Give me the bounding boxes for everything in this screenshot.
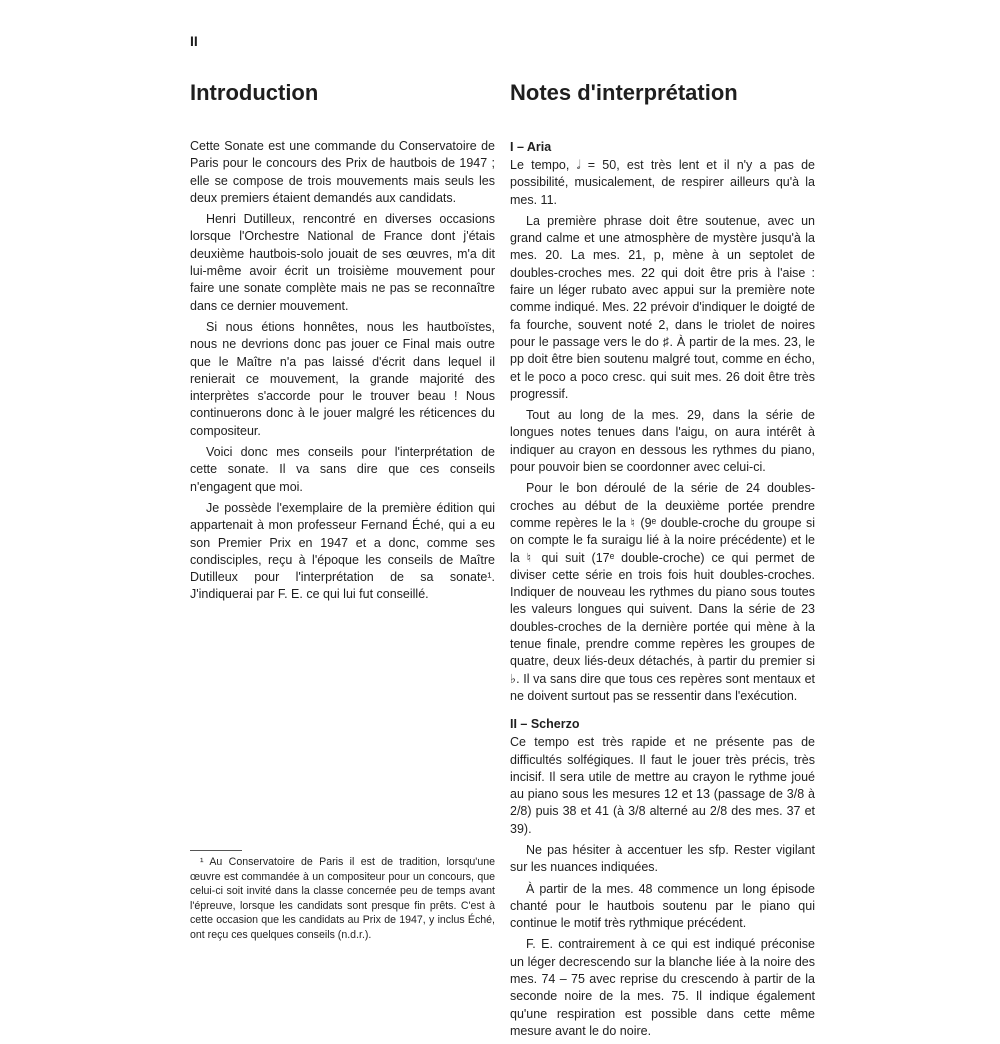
footnote	[190, 855, 495, 942]
intro-paragraph: Si nous étions honnêtes, nous les hautboïstes, nous ne devrions donc pas jouer ce Final mais outre que le Maître n'a pas laissé d'écrit dans lequel il renierait ce mouvement, la grande majorité des interprètes s'accorde pour le trouver beau ! Nous continuerons donc à le jouer malgré les réticences du compositeur.	[190, 319, 495, 438]
section-heading-scherzo: II – Scherzo	[510, 717, 580, 732]
scherzo-paragraph: Ce tempo est très rapide et ne présente pas de difficultés solfégiques. Il faut le jouer très précis, très incisif. Il sera utile de mettre au crayon le rythme joué au piano sous les mesures 12 et 13 (passage de 3/8 à 2/8) puis 38 et 41 (à 3/8 alterné au 2/8 des mes. 37 et 39).	[510, 735, 815, 836]
intro-paragraph: Je possède l'exemplaire de la première édition qui appartenait à mon professeur Fernand Éché, qui a eu son Premier Prix en 1947 et a donc, comme ses condisciples, reçu à l'époque les conseils de Maître Dutilleux pour l'interprétation de sa sonate¹. J'indiquerai par F. E. ce qui lui fut conseillé.	[190, 500, 495, 602]
footnote-rule	[190, 850, 242, 851]
scherzo-paragraph: F. E. contrairement à ce qui est indiqué préconise un léger decrescendo sur la blanche liée à la noire des mes. 74 – 75 avec reprise du crescendo à partir de la seconde noire de la mes. 75. Il indique également qu'une respiration est possible dans cette même mesure avant le do noire.	[510, 937, 815, 1038]
aria-paragraph: Le tempo, 𝅗𝅥 = 50, est très lent et il n'y a pas de possibilité, musicalement, de respirer ailleurs qu'à la mes. 11.	[510, 158, 815, 207]
intro-paragraph: Henri Dutilleux, rencontré en diverses occasions lorsque l'Orchestre National de France dont j'étais deuxième hautbois-solo jouait de ses œuvres, m'a dit lui-même avoir écrit un troisième mouvement pour faire une sonate complète mais ne pas se reconnaître dans ce dernier mouvement.	[190, 212, 495, 313]
page-number: II	[190, 33, 198, 49]
scherzo-paragraph: Ne pas hésiter à accentuer les sfp. Rester vigilant sur les nuances indiquées.	[510, 842, 815, 875]
scherzo-paragraph: À partir de la mes. 48 commence un long épisode chanté pour le hautbois soutenu par le piano qui continue le motif très rythmique précédent.	[510, 881, 815, 931]
section-heading-aria: I – Aria	[510, 140, 552, 154]
aria-paragraph: Tout au long de la mes. 29, dans la série de longues notes tenues dans l'aigu, on aura intérêt à indiquer au crayon en dessous les rythmes du piano, pour pouvoir bien se coordonner avec celui-ci.	[510, 408, 815, 475]
introduction-title: Introduction	[190, 80, 319, 105]
notes-title: Notes d'interprétation	[510, 80, 738, 105]
aria-paragraph: Pour le bon déroulé de la série de 24 doubles-croches au début de la deuxième portée prendre comme repères le la ♮ (9ᵉ double-croche du groupe si on compte le fa suraigu lié à la noire précédente) et le la ♮ qui suit (17ᵉ double-croche) ce qui permet de diviser cette série en trois fois huit doubles-croches. Indiquer de nouveau les rythmes du piano sous toutes les valeurs longues qui suivent. Dans la série de 23 doubles-croches de la dernière portée qui mène à la tenue finale, prendre comme repères les groupes de quatre, deux liés-deux détachés, à partir du premier si ♭. Il va sans dire que tous ces repères sont mentaux et ne doivent surtout pas se ressentir dans l'exécution.	[510, 481, 815, 703]
footnote-text: ¹ Au Conservatoire de Paris il est de tradition, lorsqu'une œuvre est commandée à un compositeur pour un concours, que celui-ci soit invité dans la classe concernée peu de temps avant l'épreuve, lorsque les candidats sont presque fin prêts. C'est à cette occasion que les candidats au Prix de 1947, y inclus Éché, ont reçu ces quelques conseils (n.d.r.).	[190, 856, 495, 941]
notes-column	[510, 80, 815, 1044]
introduction-column	[190, 80, 495, 608]
aria-paragraph: La première phrase doit être soutenue, avec un grand calme et une atmosphère de mystère jusqu'à la mes. 20. La mes. 21, p, mène à un septolet de doubles-croches mes. 22 qui doit être pris à l'aise : faire un léger rubato avec appui sur la première note comme indiqué. Mes. 22 prévoir d'indiquer le doigté de fa fourche, souvent noté 2, dans le triolet de noires pour le passage vers le do ♯. À partir de la mes. 23, le pp doit être bien soutenu malgré tout, comme en écho, et le poco a poco cresc. qui suit mes. 26 doit être très progressif.	[510, 213, 815, 401]
intro-paragraph: Voici donc mes conseils pour l'interprétation de cette sonate. Il va sans dire que ces conseils n'engagent que moi.	[190, 445, 495, 494]
intro-paragraph: Cette Sonate est une commande du Conservatoire de Paris pour le concours des Prix de hautbois de 1947 ; elle se compose de trois mouvements mais seuls les deux premiers étaient demandés aux candidats.	[190, 139, 495, 205]
